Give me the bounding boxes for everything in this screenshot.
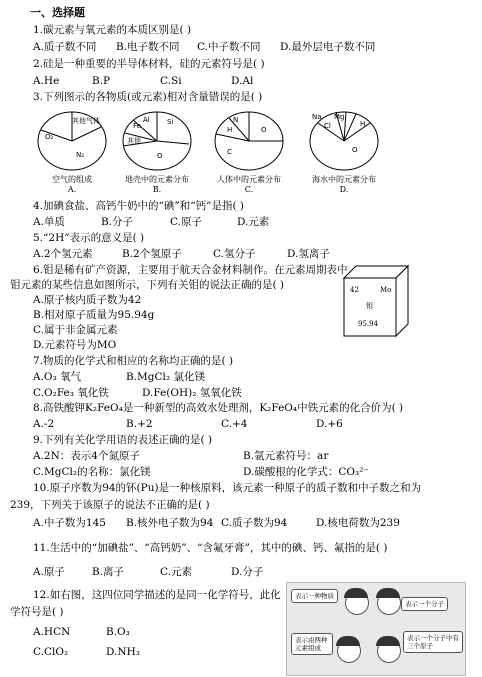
q10-stem-line1: 10.原子序数为94的钚(Pu)是一种核原料，该元素一种原子的质子数和中子数之和为 bbox=[33, 482, 422, 494]
q8-option-a[interactable]: A.-2 bbox=[33, 418, 55, 430]
q12-option-d[interactable]: D.NH₃ bbox=[106, 646, 140, 658]
q10-option-c[interactable]: C.质子数为94 bbox=[221, 517, 288, 529]
q4-option-d[interactable]: D.元素 bbox=[237, 216, 270, 228]
pie-c-label-o: O bbox=[261, 126, 267, 134]
q4-option-a[interactable]: A.单质 bbox=[33, 216, 65, 228]
pie-b-label-si: Si bbox=[167, 118, 174, 126]
q6-option-a[interactable]: A.原子核内质子数为42 bbox=[33, 294, 142, 306]
pie-d-letter[interactable]: D. bbox=[339, 185, 349, 194]
q9-option-a[interactable]: A.2N：表示4个氮原子 bbox=[33, 450, 140, 462]
q8-option-b[interactable]: B.+2 bbox=[126, 418, 153, 430]
bubble-student-4: 表示一个分子中有三个原子 bbox=[403, 631, 463, 653]
q1-option-a[interactable]: A.质子数不同 bbox=[33, 41, 97, 53]
q8-option-c[interactable]: C.+4 bbox=[221, 418, 248, 430]
pie-b-label-al: Al bbox=[143, 116, 150, 124]
pie-c-caption: 人体中的元素分布 bbox=[217, 175, 281, 184]
q2-option-a[interactable]: A.He bbox=[33, 75, 60, 87]
pie-d-label-mg: Mg bbox=[334, 113, 345, 121]
pie-c-letter[interactable]: C. bbox=[244, 185, 254, 194]
q8-stem: 8.高铁酸钾K₂FeO₄是一种新型的高效水处理剂，K₂FeO₄中铁元素的化合价为( ) bbox=[33, 402, 404, 414]
q2-option-d[interactable]: D.Al bbox=[231, 75, 254, 87]
q9-option-c[interactable]: C.MgCl₂的名称：氯化镁 bbox=[33, 466, 151, 478]
q1-option-b[interactable]: B.电子数不同 bbox=[116, 41, 180, 53]
pie-c-label-n: N bbox=[233, 116, 239, 124]
q12-option-c[interactable]: C.ClO₂ bbox=[33, 646, 69, 658]
q2-option-b[interactable]: B.P bbox=[92, 75, 111, 87]
q10-option-d[interactable]: D.核电荷数为239 bbox=[316, 517, 400, 529]
q1-stem: 1.碳元素与氧元素的本质区别是( ) bbox=[33, 24, 192, 36]
pie-a-caption: 空气的组成 bbox=[52, 175, 92, 184]
q2-option-c[interactable]: C.Si bbox=[160, 75, 182, 87]
q12-option-a[interactable]: A.HCN bbox=[33, 626, 71, 638]
pie-chart-human-body bbox=[213, 110, 285, 172]
q9-option-b[interactable]: B.氩元素符号：ar bbox=[243, 450, 329, 462]
q1-option-d[interactable]: D.最外层电子数不同 bbox=[280, 41, 376, 53]
pie-a-label-other: 其他气体 bbox=[72, 117, 100, 125]
q11-option-c[interactable]: C.元素 bbox=[160, 566, 192, 578]
cell-atomic-mass: 95.94 bbox=[358, 320, 379, 328]
q11-stem: 11.生活中的“加碘盐”、“高钙奶”、“含氟牙膏”，其中的碘、钙、氟指的是( ) bbox=[33, 542, 388, 554]
cell-name: 钼 bbox=[366, 302, 373, 310]
bubble-student-1: 表示一种物质 bbox=[291, 589, 338, 603]
pie-chart-earth-crust bbox=[121, 110, 193, 172]
pie-b-caption: 地壳中的元素分布 bbox=[125, 175, 189, 184]
pie-chart-air bbox=[36, 110, 108, 172]
bubble-student-2: 表示一个分子 bbox=[401, 597, 448, 611]
q12-option-b[interactable]: B.O₃ bbox=[106, 626, 130, 638]
q5-option-b[interactable]: B.2个氢原子 bbox=[122, 248, 182, 260]
student-3-hair-icon bbox=[336, 636, 360, 646]
q7-stem: 7.物质的化学式和相应的名称均正确的是( ) bbox=[33, 355, 234, 367]
cell-atomic-number: 42 bbox=[350, 286, 359, 294]
q7-option-a[interactable]: A.O₃ 氧气 bbox=[33, 371, 82, 383]
student-1-hair-icon bbox=[344, 588, 368, 598]
pie-d-label-cl: Cl bbox=[324, 122, 331, 130]
q5-option-c[interactable]: C.氢分子 bbox=[213, 248, 256, 260]
bubble-student-3: 表示由两种元素组成 bbox=[291, 633, 333, 655]
student-4-hair-icon bbox=[376, 636, 400, 646]
q6-stem-line2: 钼元素的某些信息如图所示，下列有关钼的说法正确的是( ) bbox=[10, 279, 285, 291]
q2-stem: 2.硅是一种重要的半导体材料，硅的元素符号是( ) bbox=[33, 58, 265, 70]
q4-option-b[interactable]: B.分子 bbox=[101, 216, 134, 228]
q5-stem: 5.“2H”表示的意义是( ) bbox=[33, 232, 145, 244]
pie-a-label-n2: N₂ bbox=[76, 151, 85, 159]
q12-stem-line1: 12.如右图，这四位同学描述的是同一化学符号，此化 bbox=[33, 589, 281, 601]
pie-c-label-h: H bbox=[227, 126, 233, 134]
pie-b-label-o: O bbox=[157, 152, 163, 160]
pie-c-label-c: C bbox=[227, 148, 232, 156]
q6-option-b[interactable]: B.相对原子质量为95.94g bbox=[33, 309, 155, 321]
q5-option-d[interactable]: D.氢离子 bbox=[287, 248, 330, 260]
q9-option-d[interactable]: D.碳酸根的化学式：CO₃²⁻ bbox=[243, 466, 369, 478]
q10-stem-line2: 239，下列关于该原子的说法不正确的是( ) bbox=[10, 499, 210, 511]
q6-option-c[interactable]: C.属于非金属元素 bbox=[33, 324, 118, 336]
pie-a-label-o2: O₂ bbox=[45, 133, 54, 141]
section-title: 一、选择题 bbox=[30, 6, 85, 19]
q10-option-b[interactable]: B.核外电子数为94 bbox=[126, 517, 214, 529]
cell-symbol: Mo bbox=[380, 286, 392, 294]
pie-d-label-h: H bbox=[360, 120, 366, 128]
q10-option-a[interactable]: A.中子数为145 bbox=[33, 517, 106, 529]
q5-option-a[interactable]: A.2个氢元素 bbox=[33, 248, 93, 260]
pie-b-label-fe: Fe bbox=[133, 122, 141, 130]
pie-b-letter[interactable]: B. bbox=[152, 185, 162, 194]
q1-option-c[interactable]: C.中子数不同 bbox=[197, 41, 261, 53]
q6-option-d[interactable]: D.元素符号为MO bbox=[33, 339, 117, 351]
pie-chart-sea-water bbox=[308, 110, 380, 172]
q9-stem: 9.下列有关化学用语的表述正确的是( ) bbox=[33, 434, 213, 446]
q4-option-c[interactable]: C.原子 bbox=[170, 216, 202, 228]
q6-stem-line1: 6.钼是稀有矿产资源，主要用于航天合金材料制作。在元素周期表中 bbox=[33, 264, 348, 276]
q11-option-a[interactable]: A.原子 bbox=[33, 566, 65, 578]
pie-b-label-other: 其他 bbox=[127, 137, 141, 145]
element-cell-molybdenum bbox=[340, 262, 412, 340]
pie-a-letter[interactable]: A. bbox=[67, 185, 77, 194]
pie-d-label-na: Na bbox=[312, 113, 322, 121]
pie-d-label-o: O bbox=[352, 146, 358, 154]
q4-stem: 4.加碘食盐、高钙牛奶中的“碘”和“钙”是指( ) bbox=[33, 200, 245, 212]
q8-option-d[interactable]: D.+6 bbox=[316, 418, 343, 430]
q3-stem: 3.下列图示的各物质(或元素)相对含量错误的是( ) bbox=[33, 91, 263, 103]
q12-stem-line2: 学符号是( ) bbox=[10, 606, 64, 618]
q11-option-d[interactable]: D.分子 bbox=[231, 566, 264, 578]
q7-option-b[interactable]: B.MgCl₂ 氯化镁 bbox=[126, 371, 205, 383]
students-cartoon bbox=[286, 582, 466, 676]
q7-option-c[interactable]: C.O₂Fe₃ 氧化铁 bbox=[33, 387, 109, 399]
student-2-hair-icon bbox=[376, 588, 400, 598]
q7-option-d[interactable]: D.Fe(OH)₂ 氢氧化铁 bbox=[142, 387, 242, 399]
q11-option-b[interactable]: B.离子 bbox=[92, 566, 125, 578]
pie-d-caption: 海水中的元素分布 bbox=[312, 175, 376, 184]
